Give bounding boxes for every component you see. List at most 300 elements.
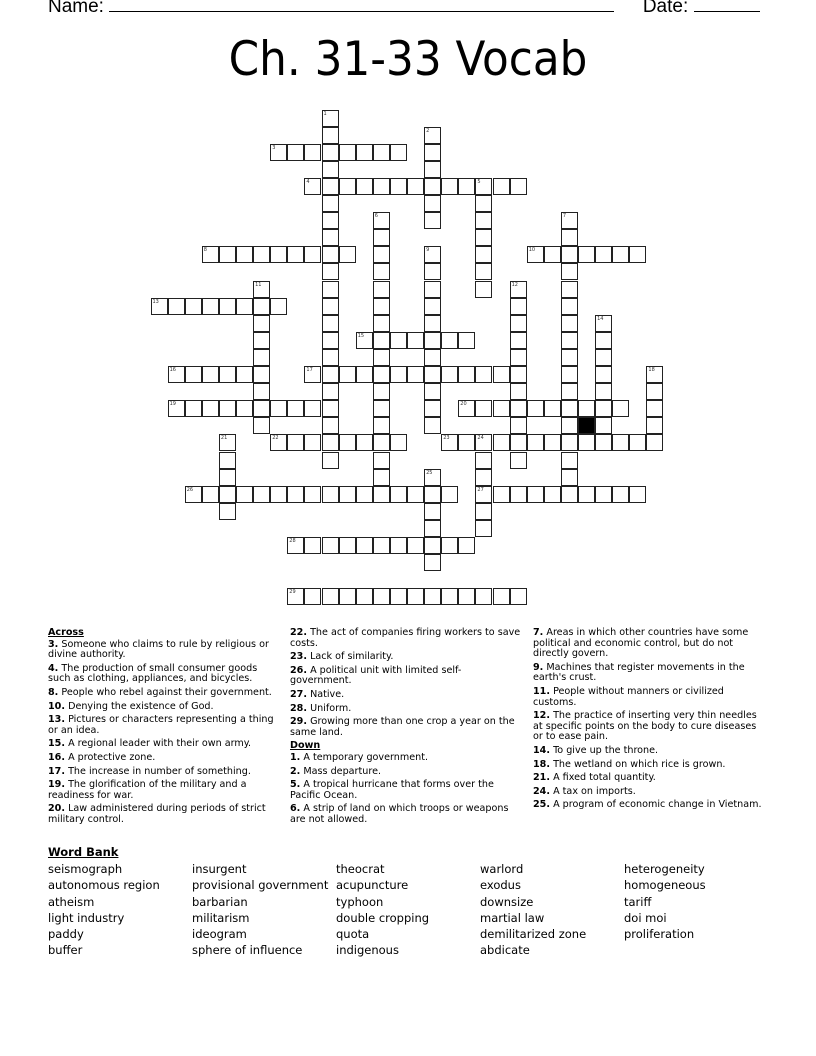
- crossword-cell[interactable]: [322, 434, 339, 451]
- crossword-cell[interactable]: [236, 246, 253, 263]
- crossword-cell[interactable]: [527, 434, 544, 451]
- crossword-cell[interactable]: [441, 434, 458, 451]
- crossword-cell[interactable]: [390, 332, 407, 349]
- crossword-cell[interactable]: [270, 144, 287, 161]
- crossword-cell[interactable]: [595, 315, 612, 332]
- crossword-cell[interactable]: [356, 434, 373, 451]
- crossword-cell[interactable]: [424, 486, 441, 503]
- clue-text: The glorification of the military and a readiness for war.: [48, 779, 247, 801]
- crossword-cell[interactable]: [475, 212, 492, 229]
- crossword-cell[interactable]: [561, 486, 578, 503]
- crossword-cell[interactable]: [322, 212, 339, 229]
- clue-number: 24.: [533, 785, 550, 797]
- crossword-cell[interactable]: [322, 281, 339, 298]
- crossword-cell[interactable]: [527, 486, 544, 503]
- crossword-cell[interactable]: [424, 246, 441, 263]
- crossword-cell[interactable]: [407, 486, 424, 503]
- crossword-cell[interactable]: [424, 537, 441, 554]
- crossword-cell[interactable]: [510, 383, 527, 400]
- crossword-cell[interactable]: [493, 366, 510, 383]
- crossword-cell[interactable]: [493, 400, 510, 417]
- crossword-cell[interactable]: [287, 537, 304, 554]
- crossword-cell[interactable]: [202, 400, 219, 417]
- crossword-cell[interactable]: [646, 417, 663, 434]
- crossword-cell[interactable]: [185, 400, 202, 417]
- crossword-cell[interactable]: [424, 178, 441, 195]
- crossword-cell[interactable]: [219, 246, 236, 263]
- clue-across: [48, 804, 276, 825]
- clue-text: A strip of land on which troops or weapons are not allowed.: [290, 803, 509, 825]
- crossword-cell[interactable]: [475, 588, 492, 605]
- crossword-cell[interactable]: [322, 366, 339, 383]
- crossword-cell[interactable]: [475, 434, 492, 451]
- word-bank-item: militarism: [192, 910, 250, 925]
- crossword-cell[interactable]: [304, 400, 321, 417]
- crossword-cell[interactable]: [322, 349, 339, 366]
- crossword-cell[interactable]: [424, 212, 441, 229]
- crossword-cell[interactable]: [561, 383, 578, 400]
- crossword-cell[interactable]: [373, 434, 390, 451]
- crossword-cell[interactable]: [390, 588, 407, 605]
- crossword-cell[interactable]: [493, 588, 510, 605]
- crossword-cell[interactable]: [475, 400, 492, 417]
- clue-number: 2: [426, 127, 430, 134]
- crossword-cell[interactable]: [595, 366, 612, 383]
- crossword-cell[interactable]: [373, 144, 390, 161]
- crossword-cell[interactable]: [390, 486, 407, 503]
- crossword-cell[interactable]: [493, 434, 510, 451]
- crossword-cell[interactable]: [475, 229, 492, 246]
- crossword-cell[interactable]: [475, 195, 492, 212]
- crossword-cell[interactable]: [287, 400, 304, 417]
- crossword-cell[interactable]: [595, 332, 612, 349]
- crossword-cell[interactable]: [339, 178, 356, 195]
- crossword-cell[interactable]: [373, 400, 390, 417]
- crossword-cell[interactable]: [424, 349, 441, 366]
- crossword-cell[interactable]: [561, 229, 578, 246]
- crossword-cell[interactable]: [304, 144, 321, 161]
- crossword-cell[interactable]: [253, 383, 270, 400]
- crossword-cell[interactable]: [458, 366, 475, 383]
- crossword-cell[interactable]: [612, 246, 629, 263]
- crossword-cell[interactable]: [561, 246, 578, 263]
- crossword-cell[interactable]: [475, 246, 492, 263]
- crossword-cell[interactable]: [236, 400, 253, 417]
- crossword-cell[interactable]: [253, 332, 270, 349]
- crossword-cell[interactable]: [510, 178, 527, 195]
- word-bank: [48, 845, 768, 959]
- crossword-cell[interactable]: [373, 469, 390, 486]
- crossword-cell[interactable]: [219, 503, 236, 520]
- crossword-cell[interactable]: [373, 263, 390, 280]
- crossword-cell[interactable]: [493, 178, 510, 195]
- crossword-cell[interactable]: [629, 434, 646, 451]
- crossword-cell[interactable]: [424, 161, 441, 178]
- crossword-cell[interactable]: [373, 178, 390, 195]
- crossword-cell[interactable]: [253, 400, 270, 417]
- crossword-cell[interactable]: [219, 366, 236, 383]
- crossword-cell[interactable]: [219, 469, 236, 486]
- crossword-cell[interactable]: [322, 537, 339, 554]
- crossword-cell[interactable]: [424, 144, 441, 161]
- crossword-cell[interactable]: [339, 537, 356, 554]
- clue-down: [533, 628, 769, 660]
- crossword-cell[interactable]: [561, 469, 578, 486]
- crossword-cell[interactable]: [253, 417, 270, 434]
- word-bank-item: insurgent: [192, 862, 247, 876]
- clue-across: [48, 664, 276, 685]
- crossword-cell[interactable]: [544, 434, 561, 451]
- crossword-cell[interactable]: [561, 263, 578, 280]
- crossword-cell[interactable]: [356, 588, 373, 605]
- word-bank-column: [480, 861, 624, 959]
- crossword-cell[interactable]: [322, 263, 339, 280]
- crossword-cell[interactable]: [561, 452, 578, 469]
- crossword-cell[interactable]: [322, 178, 339, 195]
- crossword-cell[interactable]: [373, 332, 390, 349]
- crossword-cell[interactable]: [339, 144, 356, 161]
- clue-text: The increase in number of something.: [68, 765, 251, 777]
- crossword-cell[interactable]: [322, 400, 339, 417]
- crossword-cell[interactable]: [270, 298, 287, 315]
- crossword-cell[interactable]: [322, 229, 339, 246]
- crossword-cell[interactable]: [322, 588, 339, 605]
- clue-number: 10.: [48, 700, 65, 712]
- crossword-cell[interactable]: [578, 400, 595, 417]
- clue-number: 28: [289, 538, 296, 544]
- clue-text: A program of economic change in Vietnam.: [553, 799, 762, 811]
- crossword-cell[interactable]: [629, 486, 646, 503]
- crossword-cell[interactable]: [373, 298, 390, 315]
- crossword-cell[interactable]: [322, 161, 339, 178]
- crossword-cell[interactable]: [322, 298, 339, 315]
- crossword-cell[interactable]: [458, 588, 475, 605]
- crossword-cell[interactable]: [322, 144, 339, 161]
- crossword-cell[interactable]: [373, 212, 390, 229]
- crossword-cell[interactable]: [236, 486, 253, 503]
- crossword-cell[interactable]: [373, 452, 390, 469]
- clue-number: 22.: [290, 627, 307, 638]
- crossword-cell[interactable]: [356, 366, 373, 383]
- crossword-cell[interactable]: [168, 366, 185, 383]
- crossword-cell[interactable]: [322, 110, 339, 127]
- crossword-cell[interactable]: [304, 366, 321, 383]
- crossword-cell[interactable]: [458, 434, 475, 451]
- crossword-cell[interactable]: [219, 434, 236, 451]
- crossword-cell[interactable]: [185, 366, 202, 383]
- crossword-cell[interactable]: [527, 400, 544, 417]
- crossword-cell[interactable]: [475, 281, 492, 298]
- crossword-cell[interactable]: [646, 400, 663, 417]
- clue-text: Machines that register movements in the earth's crust.: [533, 661, 745, 684]
- crossword-cell[interactable]: [322, 417, 339, 434]
- crossword-cell[interactable]: [373, 315, 390, 332]
- crossword-cell[interactable]: [441, 366, 458, 383]
- crossword-cell[interactable]: [236, 366, 253, 383]
- crossword-cell[interactable]: [441, 332, 458, 349]
- crossword-cell[interactable]: [561, 366, 578, 383]
- crossword-cell[interactable]: [424, 332, 441, 349]
- crossword-cell[interactable]: [304, 588, 321, 605]
- crossword-cell[interactable]: [510, 434, 527, 451]
- crossword-cell[interactable]: [561, 434, 578, 451]
- crossword-cell[interactable]: [236, 298, 253, 315]
- crossword-cell[interactable]: [322, 332, 339, 349]
- crossword-cell[interactable]: [407, 178, 424, 195]
- crossword-cell[interactable]: [322, 195, 339, 212]
- clue-across: [290, 652, 522, 663]
- word-bank-item: light industry: [48, 910, 125, 925]
- crossword-cell[interactable]: [270, 434, 287, 451]
- clue-across: [290, 717, 522, 738]
- crossword-cell[interactable]: [595, 349, 612, 366]
- crossword-cell[interactable]: [270, 486, 287, 503]
- crossword-cell[interactable]: [304, 178, 321, 195]
- crossword-cell[interactable]: [595, 486, 612, 503]
- crossword-cell[interactable]: [561, 315, 578, 332]
- crossword-cell[interactable]: [287, 434, 304, 451]
- crossword-cell[interactable]: [253, 298, 270, 315]
- crossword-cell[interactable]: [510, 400, 527, 417]
- crossword-cell[interactable]: [253, 281, 270, 298]
- crossword-cell[interactable]: [322, 383, 339, 400]
- crossword-cell[interactable]: [424, 195, 441, 212]
- word-bank-item: tariff: [624, 894, 652, 909]
- crossword-cell[interactable]: [646, 434, 663, 451]
- crossword-cell[interactable]: [475, 486, 492, 503]
- crossword-cell[interactable]: [458, 178, 475, 195]
- crossword-cell[interactable]: [373, 281, 390, 298]
- crossword-cell[interactable]: [390, 366, 407, 383]
- crossword-cell[interactable]: [424, 469, 441, 486]
- crossword-cell[interactable]: [441, 178, 458, 195]
- crossword-cell[interactable]: [510, 315, 527, 332]
- word-bank-item: proliferation: [624, 927, 695, 942]
- crossword-cell[interactable]: [578, 434, 595, 451]
- crossword-cell[interactable]: [561, 298, 578, 315]
- clue-down: [533, 760, 769, 771]
- word-bank-item: homogeneous: [624, 878, 706, 893]
- crossword-cell[interactable]: [322, 486, 339, 503]
- crossword-cell[interactable]: [595, 417, 612, 434]
- crossword-cell[interactable]: [441, 486, 458, 503]
- crossword-cell[interactable]: [510, 588, 527, 605]
- crossword-cell[interactable]: [390, 144, 407, 161]
- crossword-cell[interactable]: [424, 281, 441, 298]
- crossword-cell[interactable]: [287, 144, 304, 161]
- crossword-cell[interactable]: [510, 332, 527, 349]
- crossword-cell[interactable]: [561, 281, 578, 298]
- crossword-cell[interactable]: [441, 537, 458, 554]
- crossword-cell[interactable]: [373, 537, 390, 554]
- crossword-cell[interactable]: [339, 434, 356, 451]
- crossword-cell[interactable]: [561, 332, 578, 349]
- crossword-cell[interactable]: [185, 298, 202, 315]
- crossword-cell[interactable]: [407, 366, 424, 383]
- crossword-cell[interactable]: [475, 366, 492, 383]
- crossword-cell[interactable]: [510, 298, 527, 315]
- clue-across: [48, 715, 276, 736]
- crossword-cell[interactable]: [322, 315, 339, 332]
- crossword-cell[interactable]: [424, 400, 441, 417]
- crossword-cell[interactable]: [151, 298, 168, 315]
- crossword-cell[interactable]: [578, 486, 595, 503]
- crossword-cell[interactable]: [441, 588, 458, 605]
- clue-number: 21: [220, 435, 228, 442]
- crossword-cell[interactable]: [219, 400, 236, 417]
- crossword-cell[interactable]: [202, 246, 219, 263]
- crossword-cell[interactable]: [424, 520, 441, 537]
- crossword-cell[interactable]: [493, 486, 510, 503]
- crossword-cell[interactable]: [595, 400, 612, 417]
- word-bank-item: barbarian: [192, 894, 248, 909]
- crossword-cell[interactable]: [475, 452, 492, 469]
- crossword-cell[interactable]: [339, 486, 356, 503]
- crossword-cell[interactable]: [202, 486, 219, 503]
- crossword-cell[interactable]: [253, 246, 270, 263]
- crossword-cell[interactable]: [373, 229, 390, 246]
- crossword-cell[interactable]: [612, 400, 629, 417]
- crossword-cell[interactable]: [373, 486, 390, 503]
- crossword-cell[interactable]: [287, 486, 304, 503]
- crossword-cell[interactable]: [458, 537, 475, 554]
- crossword-cell[interactable]: [356, 486, 373, 503]
- crossword-cell[interactable]: [390, 537, 407, 554]
- clue-across: [48, 640, 276, 661]
- crossword-cell[interactable]: [510, 486, 527, 503]
- crossword-cell[interactable]: [612, 486, 629, 503]
- crossword-cell[interactable]: [475, 469, 492, 486]
- crossword-cell[interactable]: [544, 246, 561, 263]
- crossword-cell[interactable]: [595, 383, 612, 400]
- crossword-cell[interactable]: [424, 417, 441, 434]
- crossword-cell[interactable]: [612, 434, 629, 451]
- crossword-cell[interactable]: [219, 452, 236, 469]
- clue-down: [533, 787, 769, 798]
- clue-number: 13.: [48, 714, 65, 726]
- crossword-cell[interactable]: [202, 366, 219, 383]
- crossword-cell[interactable]: [475, 178, 492, 195]
- crossword-cell[interactable]: [424, 298, 441, 315]
- crossword-cell[interactable]: [407, 332, 424, 349]
- crossword-cell[interactable]: [304, 486, 321, 503]
- crossword-cell[interactable]: [168, 298, 185, 315]
- crossword-cell[interactable]: [475, 503, 492, 520]
- clue-text: The production of small consumer goods such as clothing, appliances, and bicycles.: [48, 662, 258, 685]
- crossword-cell[interactable]: [646, 383, 663, 400]
- word-bank-item: indigenous: [336, 943, 399, 958]
- crossword-cell[interactable]: [202, 298, 219, 315]
- crossword-cell[interactable]: [373, 588, 390, 605]
- crossword-cell[interactable]: [356, 144, 373, 161]
- clue-number: 1.: [290, 751, 301, 763]
- crossword-cell[interactable]: [287, 588, 304, 605]
- crossword-cell[interactable]: [424, 503, 441, 520]
- crossword-cell[interactable]: [510, 281, 527, 298]
- crossword-cell[interactable]: [356, 178, 373, 195]
- crossword-cell[interactable]: [373, 246, 390, 263]
- crossword-cell[interactable]: [424, 315, 441, 332]
- crossword-cell[interactable]: [475, 520, 492, 537]
- crossword-cell[interactable]: [527, 246, 544, 263]
- crossword-cell[interactable]: [304, 537, 321, 554]
- crossword-cell[interactable]: [424, 263, 441, 280]
- crossword-cell[interactable]: [339, 366, 356, 383]
- crossword-cell[interactable]: [595, 434, 612, 451]
- crossword-cell[interactable]: [424, 366, 441, 383]
- crossword-cell[interactable]: [424, 127, 441, 144]
- black-cell: [578, 417, 595, 434]
- crossword-cell[interactable]: [185, 486, 202, 503]
- crossword-cell[interactable]: [253, 349, 270, 366]
- crossword-cell[interactable]: [219, 298, 236, 315]
- word-bank-item: typhoon: [336, 894, 384, 909]
- crossword-cell[interactable]: [544, 486, 561, 503]
- crossword-cell[interactable]: [510, 366, 527, 383]
- crossword-cell[interactable]: [373, 349, 390, 366]
- crossword-cell[interactable]: [356, 537, 373, 554]
- crossword-cell[interactable]: [219, 486, 236, 503]
- crossword-cell[interactable]: [561, 400, 578, 417]
- crossword-cell[interactable]: [424, 383, 441, 400]
- crossword-cell[interactable]: [595, 246, 612, 263]
- clue-text: A political unit with limited self-government.: [290, 664, 462, 687]
- crossword-cell[interactable]: [407, 537, 424, 554]
- clue-text: Mass departure.: [303, 765, 382, 777]
- crossword-cell[interactable]: [322, 127, 339, 144]
- crossword-cell[interactable]: [390, 178, 407, 195]
- crossword-cell[interactable]: [322, 452, 339, 469]
- crossword-cell[interactable]: [424, 588, 441, 605]
- crossword-cell[interactable]: [270, 400, 287, 417]
- crossword-cell[interactable]: [458, 400, 475, 417]
- crossword-cell[interactable]: [253, 486, 270, 503]
- crossword-cell[interactable]: [458, 332, 475, 349]
- crossword-cell[interactable]: [578, 246, 595, 263]
- clue-number: 3: [272, 144, 276, 151]
- crossword-cell[interactable]: [253, 366, 270, 383]
- crossword-cell[interactable]: [356, 332, 373, 349]
- crossword-cell[interactable]: [287, 246, 304, 263]
- crossword-cell[interactable]: [646, 366, 663, 383]
- crossword-cell[interactable]: [304, 246, 321, 263]
- crossword-cell[interactable]: [390, 434, 407, 451]
- crossword-cell[interactable]: [561, 212, 578, 229]
- word-bank-heading: Word Bank: [48, 845, 119, 859]
- crossword-cell[interactable]: [253, 315, 270, 332]
- crossword-cell[interactable]: [373, 383, 390, 400]
- crossword-cell[interactable]: [561, 417, 578, 434]
- crossword-cell[interactable]: [510, 452, 527, 469]
- crossword-cell[interactable]: [629, 246, 646, 263]
- crossword-cell[interactable]: [510, 349, 527, 366]
- crossword-cell[interactable]: [373, 366, 390, 383]
- crossword-cell[interactable]: [270, 246, 287, 263]
- crossword-cell[interactable]: [544, 400, 561, 417]
- word-bank-item: heterogeneity: [624, 862, 705, 876]
- crossword-cell[interactable]: [339, 588, 356, 605]
- crossword-cell[interactable]: [407, 588, 424, 605]
- crossword-cell[interactable]: [424, 554, 441, 571]
- crossword-cell[interactable]: [304, 434, 321, 451]
- crossword-cell[interactable]: [475, 263, 492, 280]
- crossword-cell[interactable]: [561, 349, 578, 366]
- crossword-cell[interactable]: [168, 400, 185, 417]
- crossword-cell[interactable]: [373, 417, 390, 434]
- crossword-cell[interactable]: [322, 246, 339, 263]
- crossword-cell[interactable]: [510, 417, 527, 434]
- crossword-cell[interactable]: [339, 246, 356, 263]
